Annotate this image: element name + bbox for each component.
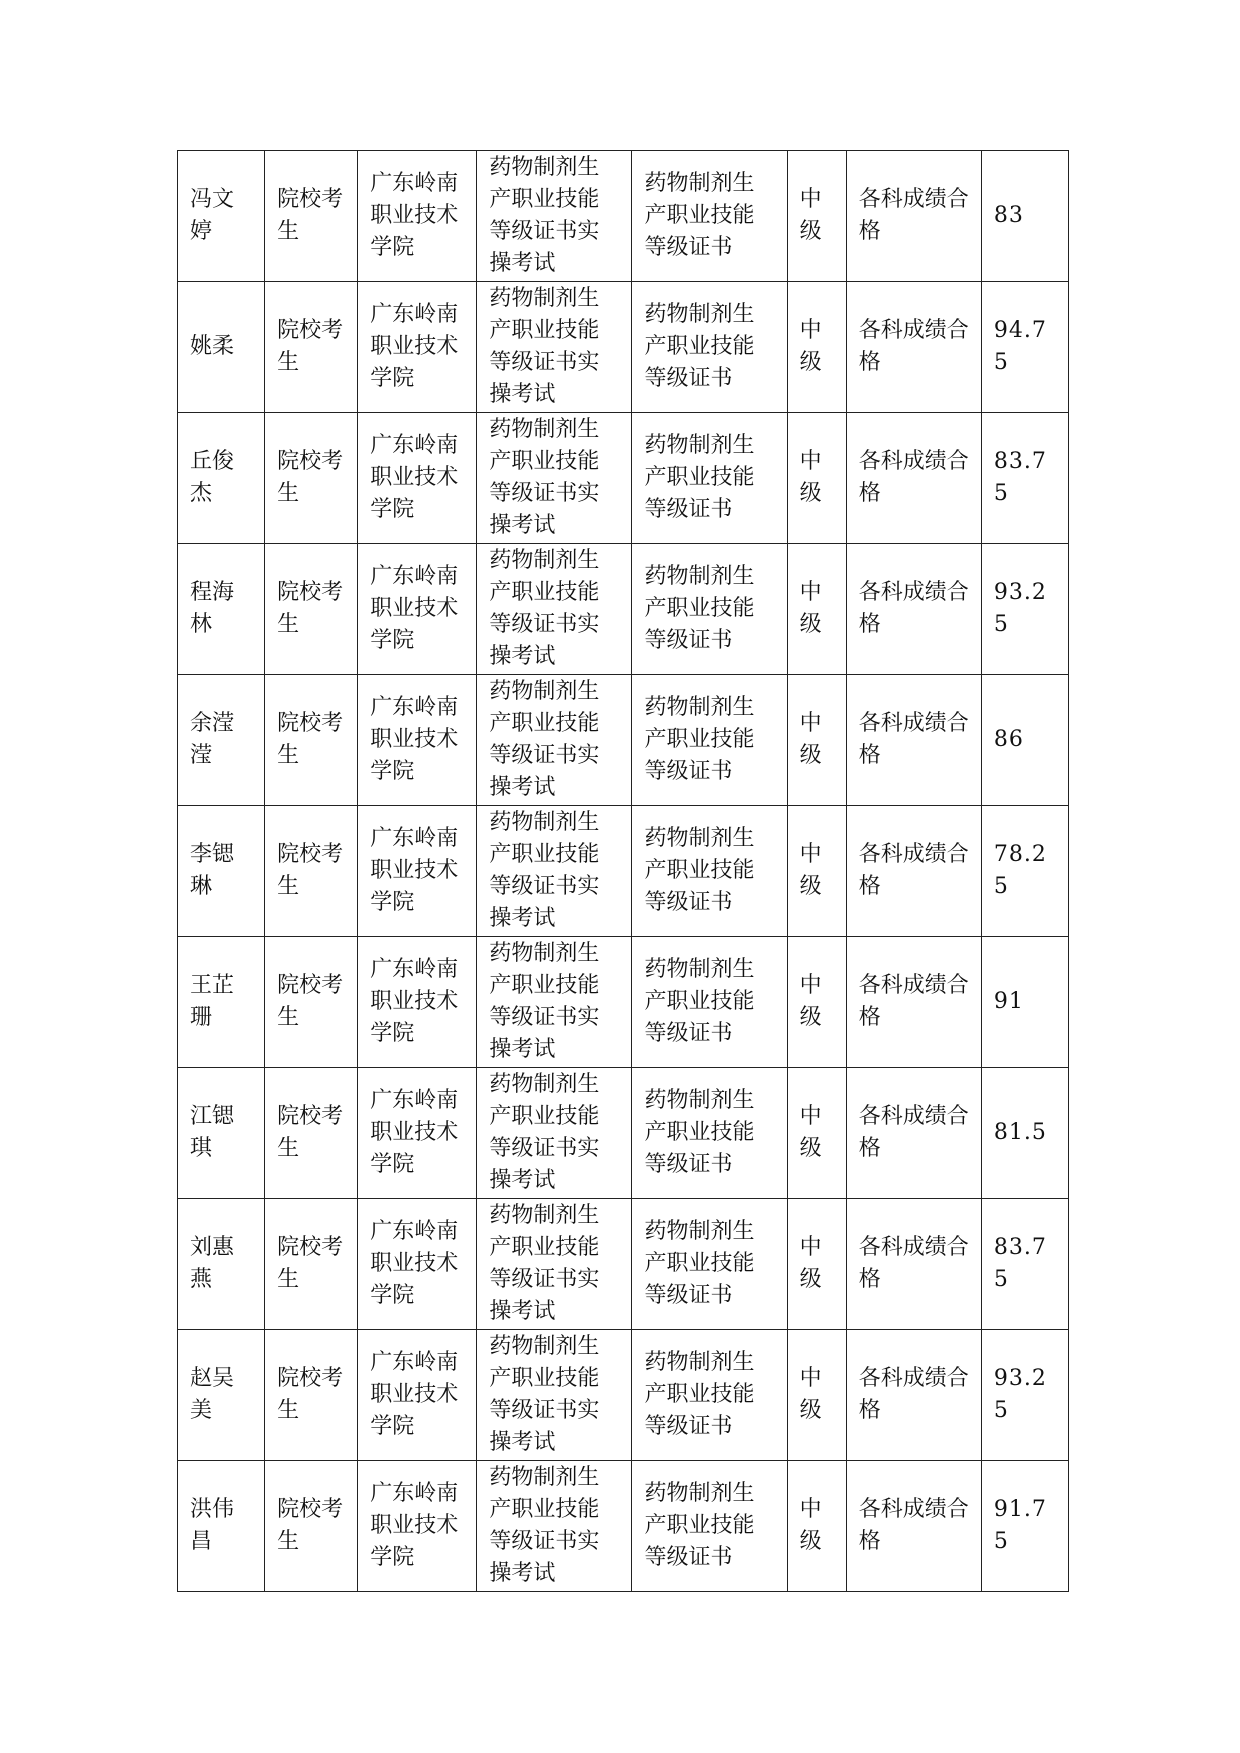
table-row xyxy=(178,282,1069,413)
exam-name: 药物制剂生产职业技能等级证书实操考试 xyxy=(489,548,600,669)
candidate-type-cell xyxy=(265,675,358,806)
score-cell xyxy=(981,1461,1068,1592)
school-cell xyxy=(358,806,477,937)
certificate-level: 中级 xyxy=(799,449,822,506)
candidate-type-cell xyxy=(265,151,358,282)
candidate-type-cell xyxy=(265,1461,358,1592)
exam-result: 各科成绩合格 xyxy=(858,1366,969,1423)
candidate-name: 赵吴美 xyxy=(190,1366,235,1423)
candidate-type-cell xyxy=(265,282,358,413)
candidate-name: 程海林 xyxy=(190,580,235,637)
score-cell xyxy=(981,151,1068,282)
exam-name: 药物制剂生产职业技能等级证书实操考试 xyxy=(489,286,600,407)
result-cell xyxy=(846,1068,981,1199)
certificate-cell xyxy=(632,151,787,282)
school-cell xyxy=(358,544,477,675)
exam-score: 94.75 xyxy=(993,318,1047,375)
exam-cell xyxy=(477,1461,632,1592)
candidate-name-cell xyxy=(178,675,265,806)
level-cell xyxy=(787,544,846,675)
exam-score: 91.75 xyxy=(993,1497,1047,1554)
candidate-name: 洪伟昌 xyxy=(190,1497,235,1554)
exam-name: 药物制剂生产职业技能等级证书实操考试 xyxy=(489,1465,600,1586)
school-name: 广东岭南职业技术学院 xyxy=(370,957,459,1046)
candidate-name-cell xyxy=(178,282,265,413)
result-cell xyxy=(846,675,981,806)
candidate-name: 丘俊杰 xyxy=(190,449,235,506)
certificate-name: 药物制剂生产职业技能等级证书 xyxy=(644,564,755,653)
exam-name: 药物制剂生产职业技能等级证书实操考试 xyxy=(489,810,600,931)
candidate-type-cell xyxy=(265,1068,358,1199)
exam-score: 93.25 xyxy=(993,580,1047,637)
certificate-name: 药物制剂生产职业技能等级证书 xyxy=(644,433,755,522)
level-cell xyxy=(787,1199,846,1330)
exam-cell xyxy=(477,282,632,413)
certificate-level: 中级 xyxy=(799,711,822,768)
exam-cell xyxy=(477,544,632,675)
exam-score: 86 xyxy=(993,727,1024,752)
score-cell xyxy=(981,675,1068,806)
table-row xyxy=(178,1330,1069,1461)
exam-cell xyxy=(477,413,632,544)
school-cell xyxy=(358,282,477,413)
candidate-type-cell xyxy=(265,806,358,937)
exam-name: 药物制剂生产职业技能等级证书实操考试 xyxy=(489,1203,600,1324)
certificate-name: 药物制剂生产职业技能等级证书 xyxy=(644,302,755,391)
level-cell xyxy=(787,1330,846,1461)
candidate-type-cell xyxy=(265,544,358,675)
school-cell xyxy=(358,1068,477,1199)
certificate-cell xyxy=(632,282,787,413)
exam-cell xyxy=(477,1199,632,1330)
school-name: 广东岭南职业技术学院 xyxy=(370,826,459,915)
candidate-type: 院校考生 xyxy=(277,318,344,375)
candidate-name: 江锶琪 xyxy=(190,1104,235,1161)
candidate-name-cell xyxy=(178,937,265,1068)
certificate-cell xyxy=(632,937,787,1068)
result-cell xyxy=(846,1199,981,1330)
exam-name: 药物制剂生产职业技能等级证书实操考试 xyxy=(489,1334,600,1455)
candidate-name: 王芷珊 xyxy=(190,973,235,1030)
certificate-level: 中级 xyxy=(799,1235,822,1292)
candidate-type: 院校考生 xyxy=(277,1104,344,1161)
candidate-type: 院校考生 xyxy=(277,187,344,244)
school-cell xyxy=(358,675,477,806)
candidate-type: 院校考生 xyxy=(277,449,344,506)
exam-score: 83 xyxy=(993,203,1024,228)
certificate-cell xyxy=(632,544,787,675)
table-row xyxy=(178,413,1069,544)
candidate-type-cell xyxy=(265,1330,358,1461)
school-name: 广东岭南职业技术学院 xyxy=(370,1481,459,1570)
exam-result: 各科成绩合格 xyxy=(858,318,969,375)
candidate-type-cell xyxy=(265,1199,358,1330)
level-cell xyxy=(787,806,846,937)
school-cell xyxy=(358,937,477,1068)
table-row xyxy=(178,806,1069,937)
exam-name: 药物制剂生产职业技能等级证书实操考试 xyxy=(489,155,600,276)
school-name: 广东岭南职业技术学院 xyxy=(370,695,459,784)
school-name: 广东岭南职业技术学院 xyxy=(370,1350,459,1439)
candidate-name: 冯文婷 xyxy=(190,187,235,244)
certificate-name: 药物制剂生产职业技能等级证书 xyxy=(644,695,755,784)
exam-result: 各科成绩合格 xyxy=(858,1104,969,1161)
certificate-level: 中级 xyxy=(799,973,822,1030)
candidate-name-cell xyxy=(178,1068,265,1199)
exam-result: 各科成绩合格 xyxy=(858,1497,969,1554)
exam-result: 各科成绩合格 xyxy=(858,1235,969,1292)
exam-cell xyxy=(477,1068,632,1199)
exam-result: 各科成绩合格 xyxy=(858,580,969,637)
certificate-level: 中级 xyxy=(799,842,822,899)
exam-score: 83.75 xyxy=(993,1235,1047,1292)
candidate-name-cell xyxy=(178,544,265,675)
exam-result: 各科成绩合格 xyxy=(858,711,969,768)
result-cell xyxy=(846,806,981,937)
exam-name: 药物制剂生产职业技能等级证书实操考试 xyxy=(489,417,600,538)
table-row xyxy=(178,937,1069,1068)
certificate-cell xyxy=(632,1461,787,1592)
candidate-name-cell xyxy=(178,413,265,544)
certificate-level: 中级 xyxy=(799,318,822,375)
level-cell xyxy=(787,937,846,1068)
certificate-level: 中级 xyxy=(799,580,822,637)
exam-cell xyxy=(477,937,632,1068)
score-cell xyxy=(981,1199,1068,1330)
school-cell xyxy=(358,151,477,282)
exam-name: 药物制剂生产职业技能等级证书实操考试 xyxy=(489,941,600,1062)
candidate-name: 余滢滢 xyxy=(190,711,235,768)
result-cell xyxy=(846,282,981,413)
exam-result: 各科成绩合格 xyxy=(858,973,969,1030)
score-cell xyxy=(981,937,1068,1068)
certificate-level: 中级 xyxy=(799,1366,822,1423)
candidate-name-cell xyxy=(178,1199,265,1330)
certificate-level: 中级 xyxy=(799,1104,822,1161)
candidate-type: 院校考生 xyxy=(277,1497,344,1554)
school-name: 广东岭南职业技术学院 xyxy=(370,564,459,653)
table-row xyxy=(178,1068,1069,1199)
exam-cell xyxy=(477,151,632,282)
score-cell xyxy=(981,806,1068,937)
exam-result: 各科成绩合格 xyxy=(858,187,969,244)
score-cell xyxy=(981,544,1068,675)
certificate-cell xyxy=(632,1068,787,1199)
table-row xyxy=(178,151,1069,282)
certificate-name: 药物制剂生产职业技能等级证书 xyxy=(644,171,755,260)
certificate-name: 药物制剂生产职业技能等级证书 xyxy=(644,957,755,1046)
results-table xyxy=(177,150,1069,1592)
score-cell xyxy=(981,1330,1068,1461)
certificate-name: 药物制剂生产职业技能等级证书 xyxy=(644,1350,755,1439)
exam-score: 93.25 xyxy=(993,1366,1047,1423)
table-row xyxy=(178,1199,1069,1330)
candidate-type: 院校考生 xyxy=(277,842,344,899)
school-name: 广东岭南职业技术学院 xyxy=(370,1219,459,1308)
table-row xyxy=(178,544,1069,675)
candidate-type: 院校考生 xyxy=(277,580,344,637)
exam-score: 91 xyxy=(993,989,1024,1014)
candidate-name-cell xyxy=(178,1461,265,1592)
score-cell xyxy=(981,1068,1068,1199)
score-cell xyxy=(981,282,1068,413)
exam-score: 81.5 xyxy=(993,1120,1047,1145)
certificate-cell xyxy=(632,1330,787,1461)
result-cell xyxy=(846,937,981,1068)
result-cell xyxy=(846,151,981,282)
table-row xyxy=(178,1461,1069,1592)
certificate-name: 药物制剂生产职业技能等级证书 xyxy=(644,1219,755,1308)
score-cell xyxy=(981,413,1068,544)
school-cell xyxy=(358,1330,477,1461)
candidate-name-cell xyxy=(178,151,265,282)
level-cell xyxy=(787,151,846,282)
exam-name: 药物制剂生产职业技能等级证书实操考试 xyxy=(489,679,600,800)
school-name: 广东岭南职业技术学院 xyxy=(370,433,459,522)
level-cell xyxy=(787,413,846,544)
candidate-name: 刘惠燕 xyxy=(190,1235,235,1292)
candidate-type: 院校考生 xyxy=(277,973,344,1030)
level-cell xyxy=(787,1461,846,1592)
candidate-type: 院校考生 xyxy=(277,711,344,768)
candidate-name: 姚柔 xyxy=(190,334,235,359)
level-cell xyxy=(787,282,846,413)
school-cell xyxy=(358,1199,477,1330)
candidate-type: 院校考生 xyxy=(277,1366,344,1423)
certificate-cell xyxy=(632,413,787,544)
certificate-cell xyxy=(632,806,787,937)
level-cell xyxy=(787,1068,846,1199)
result-cell xyxy=(846,1330,981,1461)
exam-result: 各科成绩合格 xyxy=(858,449,969,506)
exam-score: 78.25 xyxy=(993,842,1047,899)
school-cell xyxy=(358,1461,477,1592)
candidate-type: 院校考生 xyxy=(277,1235,344,1292)
result-cell xyxy=(846,1461,981,1592)
exam-name: 药物制剂生产职业技能等级证书实操考试 xyxy=(489,1072,600,1193)
candidate-name: 李锶琳 xyxy=(190,842,235,899)
certificate-cell xyxy=(632,1199,787,1330)
result-cell xyxy=(846,544,981,675)
certificate-level: 中级 xyxy=(799,187,822,244)
certificate-level: 中级 xyxy=(799,1497,822,1554)
exam-score: 83.75 xyxy=(993,449,1047,506)
certificate-name: 药物制剂生产职业技能等级证书 xyxy=(644,1481,755,1570)
school-cell xyxy=(358,413,477,544)
table-row xyxy=(178,675,1069,806)
exam-cell xyxy=(477,1330,632,1461)
candidate-type-cell xyxy=(265,937,358,1068)
exam-result: 各科成绩合格 xyxy=(858,842,969,899)
certificate-name: 药物制剂生产职业技能等级证书 xyxy=(644,1088,755,1177)
candidate-type-cell xyxy=(265,413,358,544)
candidate-name-cell xyxy=(178,806,265,937)
candidate-name-cell xyxy=(178,1330,265,1461)
school-name: 广东岭南职业技术学院 xyxy=(370,302,459,391)
results-table-body xyxy=(178,151,1069,1592)
exam-cell xyxy=(477,675,632,806)
exam-cell xyxy=(477,806,632,937)
school-name: 广东岭南职业技术学院 xyxy=(370,1088,459,1177)
level-cell xyxy=(787,675,846,806)
school-name: 广东岭南职业技术学院 xyxy=(370,171,459,260)
certificate-cell xyxy=(632,675,787,806)
certificate-name: 药物制剂生产职业技能等级证书 xyxy=(644,826,755,915)
result-cell xyxy=(846,413,981,544)
